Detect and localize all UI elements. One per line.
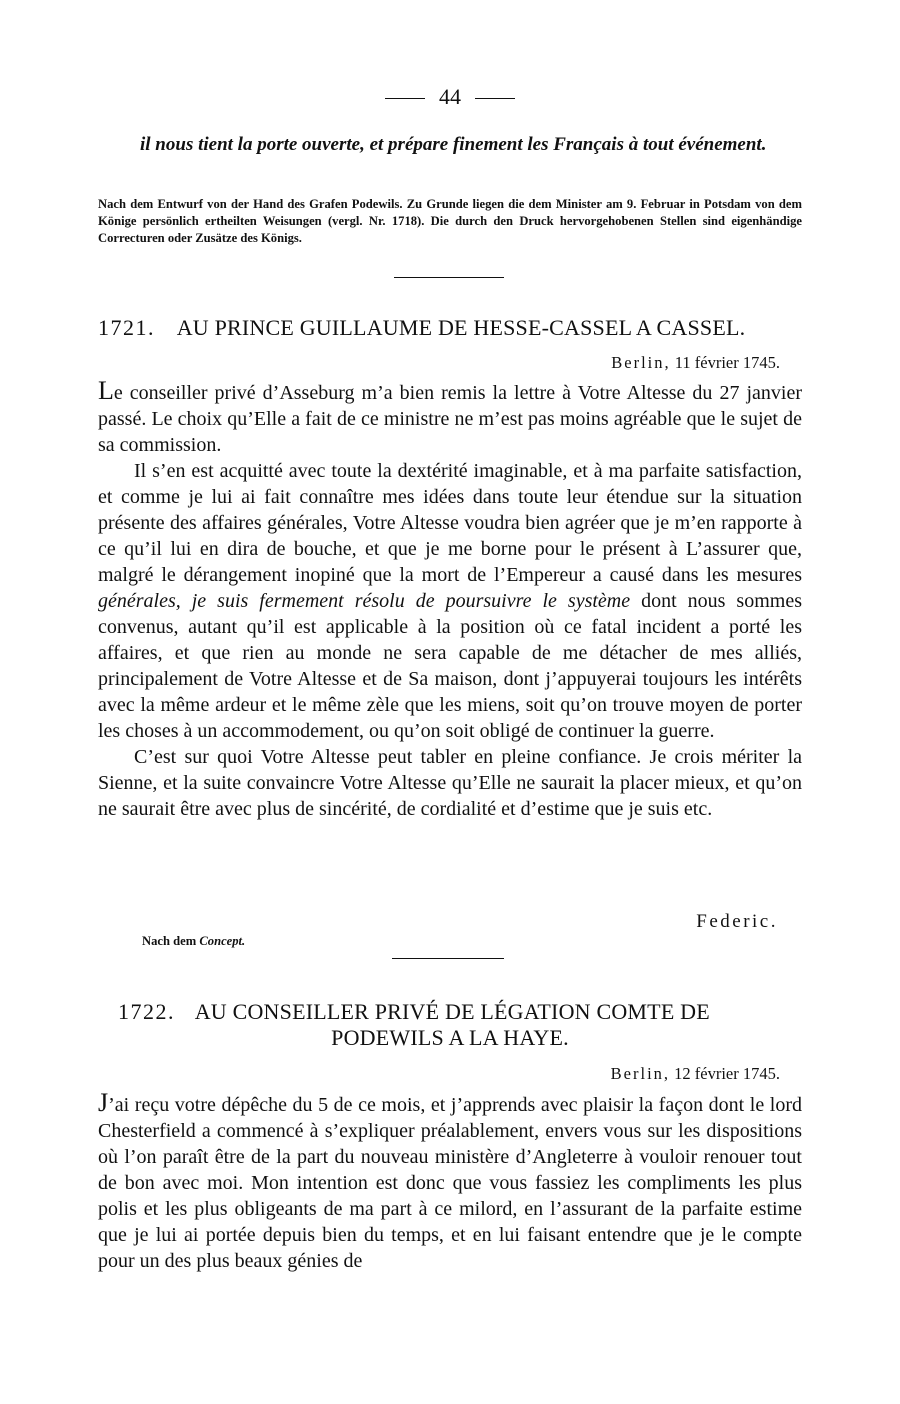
letter-paragraph [98,378,802,458]
source-note: Nach dem Entwurf von der Hand des Grafen Podewils. Zu Grunde liegen die dem Minister am 9. Februar in Potsdam von dem Könige persönlich ertheilten Weisungen (vergl. Nr. 1718). Die durch den Druck hervorgehobenen Stellen sind eigenhändige Correcturen oder Zusätze des Königs. [98,197,802,245]
section-divider [392,958,504,959]
king-correction-text: générales, je suis fermement résolu de poursuivre le système [98,590,631,612]
paragraph-text: ’ai reçu votre dépêche du 5 de ce mois, et j’apprends avec plaisir la façon dont le lord Chesterfield a commencé à s’expliquer préalablement, envers vous sur les dispositions où l’on paraît être de la part du nouveau ministère d’Angleterre à vouloir renouer tout de bon avec moi. Mon intention est donc que vous fassiez les compliments les plus polis et les plus obligeants de ma part à ce milord, en l’assurant de la parfaite estime que je lui ai portée depuis bien du temps, et en lui faisant entendre que je le compte pour un des plus beaux génies de [98,1094,802,1272]
letter-title: AU CONSEILLER PRIVÉ DE LÉGATION COMTE DE [194,999,710,1024]
letter-date: 12 février 1745. [674,1064,780,1083]
letter-body [98,378,802,822]
section-divider [394,277,504,278]
page-number [0,84,900,110]
letter-paragraph [98,744,802,822]
paragraph-text: C’est sur quoi Votre Altesse peut tabler en pleine confiance. Je crois mériter la Sienne, et la suite convaincre Votre Altesse qu’Elle ne saurait la placer mieux, et qu’on ne saurait être avec plus de sincérité, de cordialité et d’estime que je suis etc. [98,746,802,820]
paragraph-text: dont nous sommes convenus, autant qu’il est applicable à la position où ce fatal incident a porté les affaires, et que rien au monde ne sera capable de me détacher de mes alliés, principalement de Votre Altesse et de Sa maison, dont j’appuyerai toujours les intérêts avec la même ardeur et le même zèle que les miens, soit qu’on trouve moyen de porter les choses à un accommodement, ou qu’on soit obligé de continuer la guerre. [98,590,802,742]
paragraph-text: e conseiller privé d’Asseburg m’a bien remis la lettre à Votre Altesse du 27 janvier passé. Le choix qu’Elle a fait de ce ministre ne m’est pas moins agréable que le sujet de sa commission. [98,382,802,456]
letter-heading [98,315,802,341]
letter-source [142,934,245,949]
letter-signature: Federic. [696,911,778,932]
letter-number: 1721. [98,315,155,340]
letter-date: 11 février 1745. [674,353,780,372]
letter-source-word: Concept. [199,934,246,948]
letter-heading [118,999,808,1025]
letter-dateline [380,1064,780,1084]
letter-paragraph [98,458,802,744]
letter-source-prefix: Nach dem [142,934,197,948]
continuation-text: il nous tient la porte ouverte, et prépare finement les Français à tout événement. [140,134,767,155]
letter-paragraph [98,1090,802,1274]
letter-title-line2: PODEWILS A LA HAYE. [331,1025,569,1050]
paragraph-text: Il s’en est acquitté avec toute la dextérité imaginable, et à ma parfaite satisfaction, et comme je lui ai fait connaître mes idées dans toute leur étendue sur la situation présente des affaires générales, Votre Altesse voudra bien agréer que je m’en rapporte à ce qu’il lui en dira de bouche, et que je me borne pour le présent à L’assurer que, malgré le dérangement inopiné que la mort de l’Empereur a causé dans les mesures [98,460,802,586]
drop-cap: L [98,376,114,405]
letter-place: Berlin, [611,353,671,372]
letter-number: 1722. [118,999,175,1024]
letter-place: Berlin, [610,1064,671,1083]
page-number-text: 44 [439,84,461,109]
page-number-dash-right [475,98,515,99]
page-number-dash-left [385,98,425,99]
letter-dateline [380,353,780,373]
drop-cap: J [98,1088,109,1117]
letter-body [98,1090,802,1274]
letter-title: AU PRINCE GUILLAUME DE HESSE-CASSEL A CASSEL. [176,315,746,340]
